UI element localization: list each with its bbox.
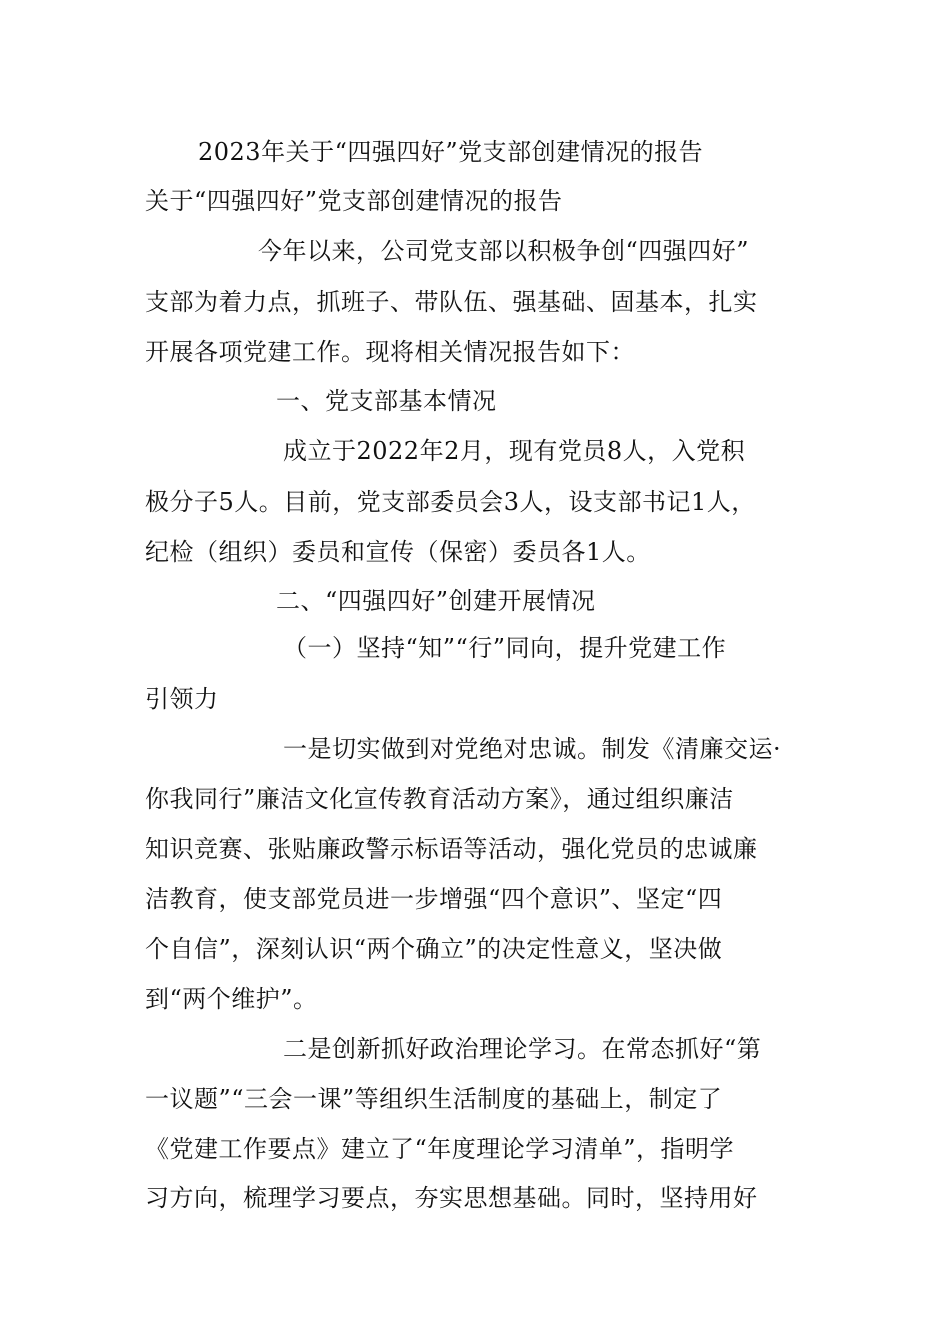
para2-line-1: 二是创新抓好政治理论学习。在常态抓好“第 [283,1035,762,1063]
intro-line-2: 支部为着力点，抓班子、带队伍、强基础、固基本，扎实 [145,288,758,316]
document-title: 2023年关于“四强四好”党支部创建情况的报告 [198,138,704,166]
document-subtitle: 关于“四强四好”党支部创建情况的报告 [145,187,563,215]
para1-line-6: 到“两个维护”。 [145,985,318,1013]
section1-line-2: 极分子5人。目前，党支部委员会3人，设支部书记1人， [145,488,756,516]
para2-line-4: 习方向，梳理学习要点，夯实思想基础。同时，坚持用好 [145,1184,758,1212]
para2-line-2: 一议题”“三会一课”等组织生活制度的基础上，制定了 [145,1085,723,1113]
para1-line-3: 知识竞赛、张贴廉政警示标语等活动，强化党员的忠诚廉 [145,835,758,863]
para1-line-2: 你我同行”廉洁文化宣传教育活动方案》，通过组织廉洁 [145,785,734,813]
intro-line-1: 今年以来，公司党支部以积极争创“四强四好” [258,237,750,265]
section2-heading: 二、“四强四好”创建开展情况 [276,587,596,615]
section1-line-1: 成立于2022年2月，现有党员8人，入党积 [283,437,746,465]
intro-line-3: 开展各项党建工作。现将相关情况报告如下： [145,338,635,366]
sub1-line-1: （一）坚持“知”“行”同向，提升党建工作 [283,634,727,662]
para1-line-1: 一是切实做到对党绝对忠诚。制发《清廉交运· [283,735,782,763]
section1-heading: 一、党支部基本情况 [276,387,497,415]
para2-line-3: 《党建工作要点》建立了“年度理论学习清单”，指明学 [145,1135,735,1163]
section1-line-3: 纪检（组织）委员和宣传（保密）委员各1人。 [145,538,651,566]
para1-line-4: 洁教育，使支部党员进一步增强“四个意识”、坚定“四 [145,885,723,913]
sub1-line-2: 引领力 [145,685,219,713]
para1-line-5: 个自信”，深刻认识“两个确立”的决定性意义，坚决做 [145,935,723,963]
